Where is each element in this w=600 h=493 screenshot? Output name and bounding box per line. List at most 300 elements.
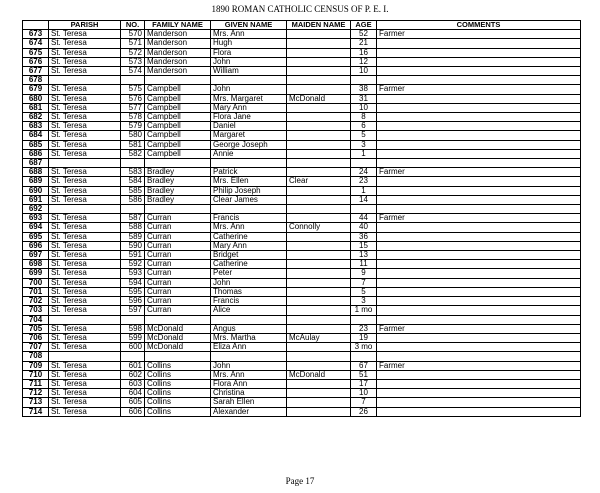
cell-row-number: 675 xyxy=(23,48,49,57)
table-row xyxy=(23,352,581,361)
cell-parish: St. Teresa xyxy=(49,324,121,333)
cell-maiden-name xyxy=(287,315,351,324)
table-row xyxy=(23,39,581,48)
cell-comments xyxy=(377,297,581,306)
cell-age: 26 xyxy=(351,407,377,416)
cell-parish xyxy=(49,159,121,168)
cell-family-name: Curran xyxy=(145,278,211,287)
cell-record-no: 584 xyxy=(121,177,145,186)
cell-family-name: Bradley xyxy=(145,168,211,177)
table-row xyxy=(23,223,581,232)
cell-age: 3 mo xyxy=(351,343,377,352)
cell-record-no: 575 xyxy=(121,85,145,94)
table-row xyxy=(23,398,581,407)
header-parish: PARISH xyxy=(49,21,121,30)
cell-maiden-name: McDonald xyxy=(287,370,351,379)
cell-given-name: Thomas xyxy=(211,287,287,296)
cell-family-name: Collins xyxy=(145,379,211,388)
cell-row-number: 697 xyxy=(23,251,49,260)
cell-comments: Farmer xyxy=(377,214,581,223)
cell-age: 19 xyxy=(351,333,377,342)
cell-maiden-name xyxy=(287,269,351,278)
page-number: Page 17 xyxy=(285,476,315,486)
cell-age: 5 xyxy=(351,287,377,296)
cell-given-name: Mrs. Ann xyxy=(211,370,287,379)
cell-record-no: 593 xyxy=(121,269,145,278)
cell-maiden-name xyxy=(287,159,351,168)
cell-given-name: Mrs. Ann xyxy=(211,223,287,232)
table-row xyxy=(23,76,581,85)
header-family-name: FAMILY NAME xyxy=(145,21,211,30)
header-maiden-name: MAIDEN NAME xyxy=(287,21,351,30)
cell-given-name: John xyxy=(211,361,287,370)
table-header-row xyxy=(23,21,581,30)
cell-parish: St. Teresa xyxy=(49,370,121,379)
cell-given-name: Catherine xyxy=(211,232,287,241)
cell-maiden-name xyxy=(287,168,351,177)
cell-row-number: 709 xyxy=(23,361,49,370)
cell-age xyxy=(351,76,377,85)
table-row xyxy=(23,205,581,214)
cell-record-no: 583 xyxy=(121,168,145,177)
cell-age: 1 xyxy=(351,149,377,158)
cell-given-name xyxy=(211,76,287,85)
cell-maiden-name xyxy=(287,352,351,361)
cell-given-name: Philip Joseph xyxy=(211,186,287,195)
cell-row-number: 696 xyxy=(23,241,49,250)
cell-record-no: 590 xyxy=(121,241,145,250)
table-row xyxy=(23,379,581,388)
cell-record-no: 606 xyxy=(121,407,145,416)
cell-parish: St. Teresa xyxy=(49,333,121,342)
cell-age: 9 xyxy=(351,269,377,278)
cell-family-name: Manderson xyxy=(145,48,211,57)
cell-record-no: 600 xyxy=(121,343,145,352)
cell-comments xyxy=(377,195,581,204)
cell-comments xyxy=(377,131,581,140)
cell-given-name: Annie xyxy=(211,149,287,158)
cell-given-name: Francis xyxy=(211,214,287,223)
cell-comments xyxy=(377,186,581,195)
cell-maiden-name xyxy=(287,379,351,388)
cell-comments xyxy=(377,159,581,168)
table-row xyxy=(23,343,581,352)
cell-maiden-name xyxy=(287,287,351,296)
cell-given-name: Francis xyxy=(211,297,287,306)
cell-parish: St. Teresa xyxy=(49,407,121,416)
cell-record-no: 602 xyxy=(121,370,145,379)
cell-age: 15 xyxy=(351,241,377,250)
cell-record-no: 570 xyxy=(121,30,145,39)
table-row xyxy=(23,278,581,287)
cell-record-no xyxy=(121,352,145,361)
cell-given-name: Margaret xyxy=(211,131,287,140)
table-row xyxy=(23,315,581,324)
cell-comments xyxy=(377,48,581,57)
cell-parish: St. Teresa xyxy=(49,214,121,223)
table-row xyxy=(23,159,581,168)
cell-age xyxy=(351,315,377,324)
table-row xyxy=(23,361,581,370)
cell-row-number: 701 xyxy=(23,287,49,296)
cell-row-number: 686 xyxy=(23,149,49,158)
cell-family-name: Bradley xyxy=(145,186,211,195)
cell-family-name: McDonald xyxy=(145,324,211,333)
cell-maiden-name xyxy=(287,297,351,306)
cell-age: 7 xyxy=(351,398,377,407)
cell-family-name: Collins xyxy=(145,361,211,370)
cell-record-no: 578 xyxy=(121,113,145,122)
cell-age: 52 xyxy=(351,30,377,39)
cell-given-name: Alexander xyxy=(211,407,287,416)
cell-row-number: 692 xyxy=(23,205,49,214)
cell-maiden-name xyxy=(287,85,351,94)
cell-row-number: 694 xyxy=(23,223,49,232)
cell-parish: St. Teresa xyxy=(49,251,121,260)
cell-row-number: 683 xyxy=(23,122,49,131)
cell-parish xyxy=(49,205,121,214)
table-row xyxy=(23,85,581,94)
cell-row-number: 684 xyxy=(23,131,49,140)
cell-given-name: Patrick xyxy=(211,168,287,177)
cell-row-number: 681 xyxy=(23,103,49,112)
cell-family-name: Campbell xyxy=(145,122,211,131)
cell-row-number: 712 xyxy=(23,389,49,398)
cell-given-name: Mrs. Martha xyxy=(211,333,287,342)
cell-maiden-name xyxy=(287,57,351,66)
cell-age: 6 xyxy=(351,122,377,131)
cell-family-name xyxy=(145,315,211,324)
table-row xyxy=(23,297,581,306)
table-row xyxy=(23,177,581,186)
cell-given-name: Sarah Ellen xyxy=(211,398,287,407)
cell-comments xyxy=(377,223,581,232)
cell-maiden-name xyxy=(287,48,351,57)
cell-parish xyxy=(49,352,121,361)
cell-row-number: 704 xyxy=(23,315,49,324)
cell-family-name: Collins xyxy=(145,407,211,416)
cell-record-no: 577 xyxy=(121,103,145,112)
cell-parish: St. Teresa xyxy=(49,94,121,103)
cell-age: 44 xyxy=(351,214,377,223)
table-row xyxy=(23,30,581,39)
table-row xyxy=(23,113,581,122)
cell-age: 21 xyxy=(351,39,377,48)
cell-comments xyxy=(377,398,581,407)
cell-parish: St. Teresa xyxy=(49,131,121,140)
table-row xyxy=(23,214,581,223)
cell-age: 5 xyxy=(351,131,377,140)
table-row xyxy=(23,186,581,195)
cell-maiden-name: McDonald xyxy=(287,94,351,103)
cell-parish: St. Teresa xyxy=(49,306,121,315)
cell-maiden-name xyxy=(287,205,351,214)
cell-parish: St. Teresa xyxy=(49,195,121,204)
census-table xyxy=(22,20,581,417)
cell-parish: St. Teresa xyxy=(49,186,121,195)
cell-parish: St. Teresa xyxy=(49,260,121,269)
cell-comments xyxy=(377,260,581,269)
header-no: NO. xyxy=(121,21,145,30)
table-row xyxy=(23,251,581,260)
cell-family-name: Campbell xyxy=(145,131,211,140)
cell-row-number: 685 xyxy=(23,140,49,149)
cell-age xyxy=(351,352,377,361)
cell-age xyxy=(351,159,377,168)
cell-maiden-name xyxy=(287,67,351,76)
cell-family-name xyxy=(145,76,211,85)
cell-comments xyxy=(377,39,581,48)
cell-given-name: Mrs. Ellen xyxy=(211,177,287,186)
cell-record-no: 605 xyxy=(121,398,145,407)
cell-record-no: 594 xyxy=(121,278,145,287)
cell-parish: St. Teresa xyxy=(49,122,121,131)
cell-comments xyxy=(377,149,581,158)
cell-row-number: 678 xyxy=(23,76,49,85)
cell-maiden-name xyxy=(287,113,351,122)
cell-row-number: 688 xyxy=(23,168,49,177)
cell-family-name: Campbell xyxy=(145,94,211,103)
cell-given-name xyxy=(211,205,287,214)
cell-family-name: Campbell xyxy=(145,140,211,149)
cell-maiden-name: McAulay xyxy=(287,333,351,342)
cell-maiden-name xyxy=(287,214,351,223)
cell-parish: St. Teresa xyxy=(49,85,121,94)
cell-comments xyxy=(377,57,581,66)
cell-family-name: Curran xyxy=(145,232,211,241)
cell-comments: Farmer xyxy=(377,85,581,94)
table-row xyxy=(23,122,581,131)
cell-parish: St. Teresa xyxy=(49,241,121,250)
cell-maiden-name xyxy=(287,278,351,287)
cell-parish: St. Teresa xyxy=(49,287,121,296)
cell-family-name: Bradley xyxy=(145,195,211,204)
cell-row-number: 695 xyxy=(23,232,49,241)
cell-comments: Farmer xyxy=(377,324,581,333)
cell-record-no xyxy=(121,76,145,85)
cell-age: 12 xyxy=(351,57,377,66)
cell-row-number: 677 xyxy=(23,67,49,76)
cell-given-name: John xyxy=(211,57,287,66)
cell-family-name xyxy=(145,205,211,214)
cell-comments xyxy=(377,352,581,361)
cell-maiden-name xyxy=(287,195,351,204)
cell-comments xyxy=(377,333,581,342)
cell-row-number: 706 xyxy=(23,333,49,342)
table-row xyxy=(23,195,581,204)
cell-family-name: Bradley xyxy=(145,177,211,186)
cell-comments xyxy=(377,103,581,112)
cell-record-no: 574 xyxy=(121,67,145,76)
cell-given-name: Christina xyxy=(211,389,287,398)
cell-comments xyxy=(377,241,581,250)
cell-age: 17 xyxy=(351,379,377,388)
cell-record-no: 592 xyxy=(121,260,145,269)
cell-record-no: 597 xyxy=(121,306,145,315)
cell-family-name xyxy=(145,159,211,168)
cell-given-name: Flora Ann xyxy=(211,379,287,388)
table-row xyxy=(23,260,581,269)
cell-family-name: Curran xyxy=(145,223,211,232)
cell-family-name: Curran xyxy=(145,306,211,315)
cell-given-name: Flora xyxy=(211,48,287,57)
cell-comments xyxy=(377,379,581,388)
cell-age: 36 xyxy=(351,232,377,241)
table-row xyxy=(23,94,581,103)
cell-maiden-name xyxy=(287,186,351,195)
cell-given-name: John xyxy=(211,278,287,287)
cell-family-name: Curran xyxy=(145,269,211,278)
cell-parish: St. Teresa xyxy=(49,223,121,232)
cell-age: 38 xyxy=(351,85,377,94)
cell-age: 51 xyxy=(351,370,377,379)
cell-maiden-name xyxy=(287,306,351,315)
table-row xyxy=(23,269,581,278)
cell-maiden-name xyxy=(287,324,351,333)
cell-comments xyxy=(377,278,581,287)
cell-family-name: Campbell xyxy=(145,103,211,112)
cell-family-name: Manderson xyxy=(145,57,211,66)
cell-record-no: 598 xyxy=(121,324,145,333)
table-row xyxy=(23,168,581,177)
cell-maiden-name xyxy=(287,149,351,158)
cell-family-name: Campbell xyxy=(145,113,211,122)
cell-comments: Farmer xyxy=(377,361,581,370)
cell-record-no: 576 xyxy=(121,94,145,103)
cell-comments xyxy=(377,389,581,398)
table-row xyxy=(23,389,581,398)
cell-comments: Farmer xyxy=(377,168,581,177)
cell-parish: St. Teresa xyxy=(49,269,121,278)
cell-age: 13 xyxy=(351,251,377,260)
cell-maiden-name: Connolly xyxy=(287,223,351,232)
cell-age: 1 mo xyxy=(351,306,377,315)
cell-given-name: Clear James xyxy=(211,195,287,204)
cell-row-number: 674 xyxy=(23,39,49,48)
cell-comments xyxy=(377,306,581,315)
table-row xyxy=(23,370,581,379)
cell-record-no: 601 xyxy=(121,361,145,370)
table-row xyxy=(23,48,581,57)
cell-given-name: Flora Jane xyxy=(211,113,287,122)
table-row xyxy=(23,241,581,250)
cell-family-name: Curran xyxy=(145,287,211,296)
cell-parish: St. Teresa xyxy=(49,389,121,398)
cell-maiden-name: Clear xyxy=(287,177,351,186)
cell-given-name: William xyxy=(211,67,287,76)
cell-record-no: 582 xyxy=(121,149,145,158)
cell-comments xyxy=(377,315,581,324)
cell-comments xyxy=(377,205,581,214)
cell-family-name: Collins xyxy=(145,389,211,398)
cell-given-name: Hugh xyxy=(211,39,287,48)
cell-maiden-name xyxy=(287,232,351,241)
cell-given-name: Mary Ann xyxy=(211,241,287,250)
table-row xyxy=(23,140,581,149)
cell-parish: St. Teresa xyxy=(49,48,121,57)
cell-comments xyxy=(377,122,581,131)
cell-given-name xyxy=(211,352,287,361)
cell-record-no: 581 xyxy=(121,140,145,149)
cell-maiden-name xyxy=(287,398,351,407)
cell-maiden-name xyxy=(287,389,351,398)
cell-family-name: Collins xyxy=(145,370,211,379)
cell-parish xyxy=(49,76,121,85)
table-row xyxy=(23,67,581,76)
cell-comments xyxy=(377,287,581,296)
cell-parish xyxy=(49,315,121,324)
cell-maiden-name xyxy=(287,251,351,260)
cell-family-name: Curran xyxy=(145,297,211,306)
cell-record-no: 588 xyxy=(121,223,145,232)
cell-age: 10 xyxy=(351,67,377,76)
cell-parish: St. Teresa xyxy=(49,177,121,186)
cell-maiden-name xyxy=(287,76,351,85)
cell-record-no: 589 xyxy=(121,232,145,241)
cell-row-number: 705 xyxy=(23,324,49,333)
cell-given-name xyxy=(211,315,287,324)
cell-record-no: 585 xyxy=(121,186,145,195)
table-row xyxy=(23,306,581,315)
cell-family-name: Curran xyxy=(145,214,211,223)
cell-maiden-name xyxy=(287,260,351,269)
cell-family-name: McDonald xyxy=(145,333,211,342)
cell-record-no: 604 xyxy=(121,389,145,398)
cell-maiden-name xyxy=(287,361,351,370)
cell-parish: St. Teresa xyxy=(49,149,121,158)
cell-parish: St. Teresa xyxy=(49,168,121,177)
cell-record-no: 603 xyxy=(121,379,145,388)
cell-maiden-name xyxy=(287,407,351,416)
cell-given-name: Alice xyxy=(211,306,287,315)
cell-row-number: 708 xyxy=(23,352,49,361)
table-row xyxy=(23,232,581,241)
cell-comments: Farmer xyxy=(377,30,581,39)
cell-comments xyxy=(377,343,581,352)
cell-age: 1 xyxy=(351,186,377,195)
cell-record-no xyxy=(121,205,145,214)
cell-family-name: McDonald xyxy=(145,343,211,352)
cell-family-name xyxy=(145,352,211,361)
cell-parish: St. Teresa xyxy=(49,57,121,66)
cell-age: 24 xyxy=(351,168,377,177)
cell-family-name: Manderson xyxy=(145,30,211,39)
table-row xyxy=(23,287,581,296)
cell-age: 40 xyxy=(351,223,377,232)
cell-record-no xyxy=(121,159,145,168)
cell-record-no: 573 xyxy=(121,57,145,66)
cell-age: 3 xyxy=(351,140,377,149)
cell-given-name: Catherine xyxy=(211,260,287,269)
cell-maiden-name xyxy=(287,122,351,131)
cell-parish: St. Teresa xyxy=(49,67,121,76)
cell-maiden-name xyxy=(287,131,351,140)
cell-parish: St. Teresa xyxy=(49,113,121,122)
cell-family-name: Curran xyxy=(145,241,211,250)
cell-age: 16 xyxy=(351,48,377,57)
cell-age: 3 xyxy=(351,297,377,306)
cell-maiden-name xyxy=(287,103,351,112)
cell-maiden-name xyxy=(287,140,351,149)
cell-row-number: 676 xyxy=(23,57,49,66)
cell-row-number: 691 xyxy=(23,195,49,204)
cell-family-name: Curran xyxy=(145,260,211,269)
cell-age: 11 xyxy=(351,260,377,269)
cell-age: 8 xyxy=(351,113,377,122)
table-row xyxy=(23,407,581,416)
cell-maiden-name xyxy=(287,30,351,39)
cell-age: 23 xyxy=(351,177,377,186)
